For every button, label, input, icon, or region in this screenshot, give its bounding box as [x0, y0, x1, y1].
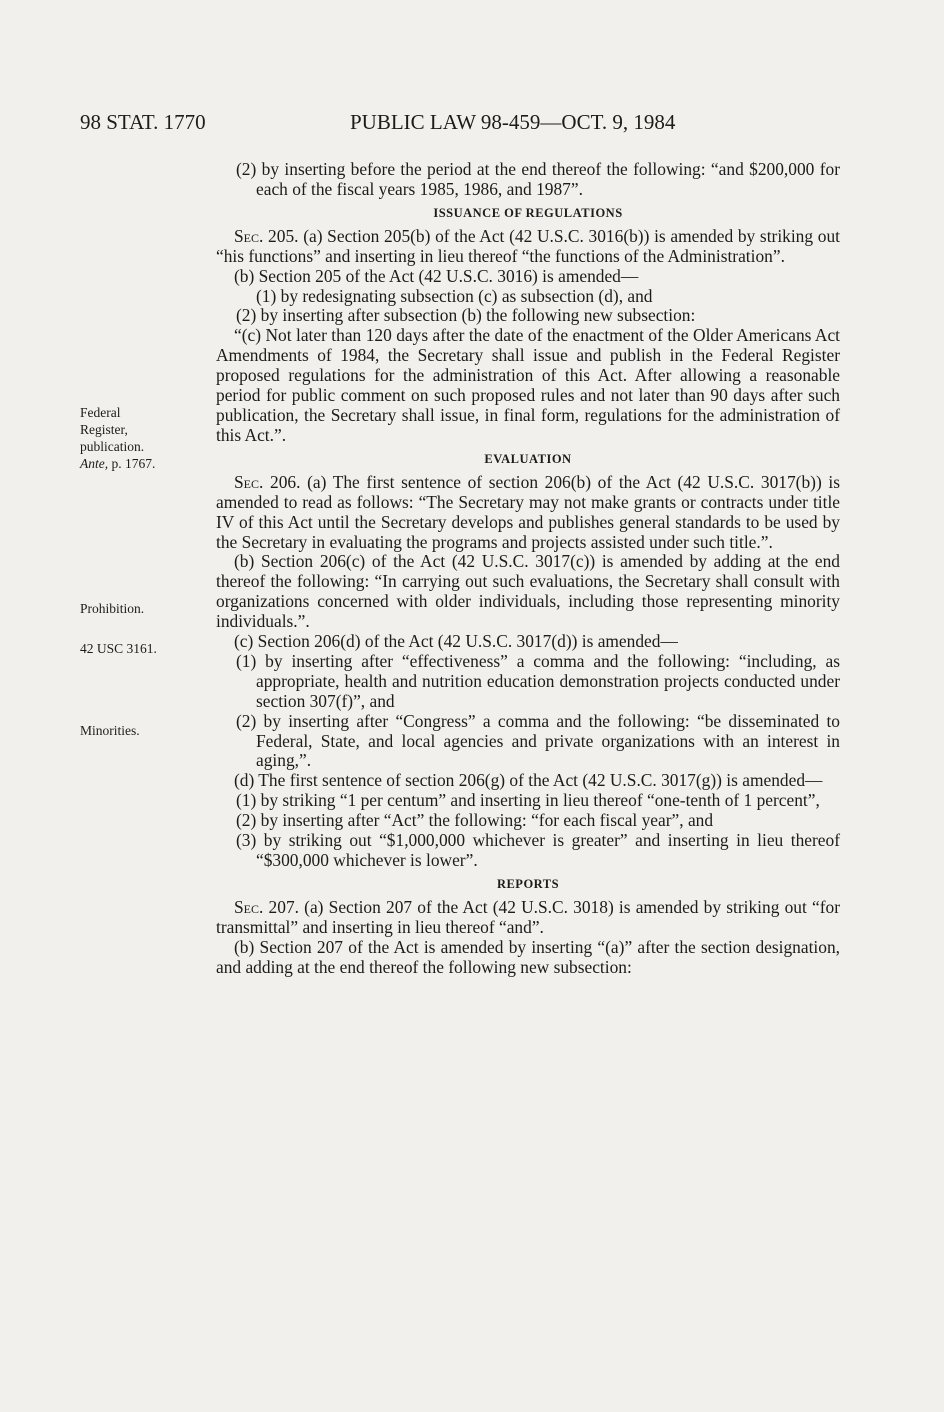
margin-note-minorities: Minorities. — [80, 723, 140, 738]
paragraph: (b) Section 206(c) of the Act (42 U.S.C. 3017(c)) is amended by adding at the end thereof the following: “In carrying out such evaluations, the Secretary shall consult with organizations concerned with older individuals, including those representing minority individuals.”. — [216, 551, 840, 632]
paragraph: (c) Section 206(d) of the Act (42 U.S.C. 3017(d)) is amended— — [234, 631, 678, 652]
paragraph: (b) Section 205 of the Act (42 U.S.C. 3016) is amended— — [234, 265, 639, 286]
ante-label: Ante, — [80, 456, 109, 471]
margin-note-line: Register, — [80, 422, 128, 437]
section-text: 206. (a) The first sentence of section 206(b) of the Act (42 U.S.C. 3017(b)) is amended to read as follows: “The Secretary may not make grants or contracts under title IV of this Act until the Secretary develops and publishes general standards to be used by the Secretary in evaluating the programs and projects assisted under such title.”. — [216, 471, 840, 552]
margin-note-usc: 42 USC 3161. — [80, 641, 157, 656]
paragraph: (2) by inserting after “Act” the following: “for each fiscal year”, and — [236, 810, 714, 831]
paragraph: (3) by striking out “$1,000,000 whichever is greater” and inserting in lieu thereof “$300,000 whichever is lower”. — [236, 830, 840, 870]
public-law-title: PUBLIC LAW 98-459—OCT. 9, 1984 — [350, 110, 676, 134]
paragraph: (2) by inserting before the period at the end thereof the following: “and $200,000 for each of the fiscal years 1985, 1986, and 1987”. — [236, 159, 840, 199]
paragraph: “(c) Not later than 120 days after the date of the enactment of the Older Americans Act Amendments of 1984, the Secretary shall issue and publish in the Federal Register proposed regulations for the administration of this Act. After allowing a reasonable period for public comment on such proposed rules and not later than 90 days after such publication, the Secretary shall issue, in final form, regulations for the administration of this Act.”. — [216, 325, 840, 445]
section-label: Sec. — [234, 896, 264, 917]
section-heading-reports: REPORTS — [496, 876, 560, 891]
margin-note-line: publication. — [80, 439, 145, 454]
paragraph: (1) by inserting after “effectiveness” a comma and the following: “including, as appropriate, health and nutrition education demonstration projects conducted under section 307(f)”, and — [236, 650, 840, 711]
paragraph: (2) by inserting after “Congress” a comma and the following: “be disseminated to Federal, State, and local agencies and private organizations with an interest in aging,”. — [236, 710, 840, 771]
paragraph-sec206-a — [216, 473, 840, 553]
margin-note-federal-register — [80, 404, 190, 472]
margin-note-prohibition: Prohibition. — [80, 601, 145, 616]
ante-page: p. 1767. — [108, 456, 156, 471]
paragraph-sec207-a — [216, 898, 840, 938]
paragraph: (1) by redesignating subsection (c) as subsection (d), and — [256, 285, 653, 306]
body-text — [216, 160, 840, 978]
paragraph: (d) The first sentence of section 206(g) of the Act (42 U.S.C. 3017(g)) is amended— — [234, 770, 823, 791]
paragraph: (b) Section 207 of the Act is amended by inserting “(a)” after the section designation, and adding at the end thereof the following new subsection: — [216, 936, 840, 977]
section-label: Sec. — [234, 471, 264, 492]
paragraph: (1) by striking “1 per centum” and inserting in lieu thereof “one-tenth of 1 percent”, — [236, 790, 820, 811]
page-header — [80, 110, 840, 142]
paragraph: (2) by inserting after subsection (b) the following new subsection: — [236, 305, 696, 326]
section-label: Sec. — [234, 225, 264, 246]
section-text: 207. (a) Section 207 of the Act (42 U.S.C. 3018) is amended by striking out “for transmittal” and inserting in lieu thereof “and”. — [216, 896, 840, 937]
section-heading-evaluation: EVALUATION — [484, 451, 572, 466]
section-text: 205. (a) Section 205(b) of the Act (42 U.S.C. 3016(b)) is amended by striking out “his functions” and inserting in lieu thereof “the functions of the Administration”. — [216, 225, 840, 266]
margin-note-line: Federal — [80, 405, 121, 420]
margin-note-ante — [80, 455, 190, 472]
paragraph-sec205-a — [216, 227, 840, 267]
section-heading-issuance: ISSUANCE OF REGULATIONS — [433, 205, 623, 220]
statute-citation: 98 STAT. 1770 — [80, 110, 206, 134]
